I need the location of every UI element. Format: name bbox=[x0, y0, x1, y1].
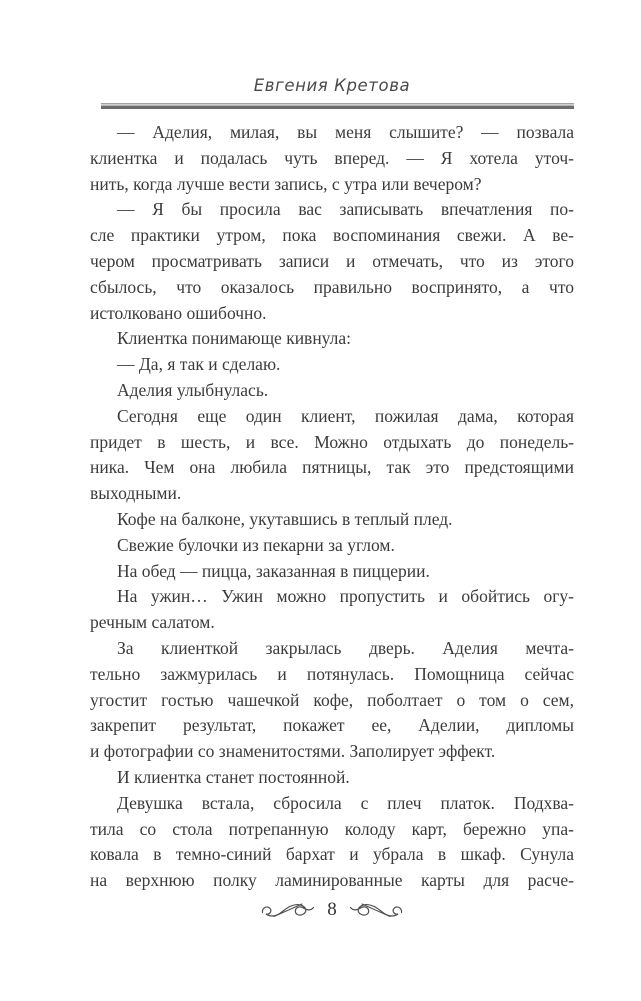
text-line: и фотографии со знаменитостями. Заполирует эффект. bbox=[90, 741, 496, 762]
text-line: закрепит результат, покажет ее, Аделии, дипломы bbox=[90, 715, 574, 736]
text-line: на верхнюю полку ламинированные карты для расче- bbox=[90, 870, 574, 891]
text-line: И клиентка станет постоянной. bbox=[117, 766, 350, 787]
text-line: Аделия улыбнулась. bbox=[117, 379, 269, 400]
text-line: нить, когда лучше вести запись, с утра или вечером? bbox=[90, 173, 482, 194]
footer-flourish-right-icon bbox=[349, 900, 403, 920]
header-divider-rule bbox=[101, 103, 574, 109]
page-body-text bbox=[90, 120, 574, 894]
text-line: Клиентка понимающе кивнула: bbox=[117, 328, 352, 349]
text-line: придет в шесть, и все. Можно отдыхать до понедель- bbox=[90, 431, 574, 452]
page-footer bbox=[90, 898, 574, 922]
text-line: клиентка и подалась чуть вперед. — Я хотела уточ- bbox=[90, 147, 574, 168]
text-line: чером просматривать записи и отмечать, что из этого bbox=[90, 250, 574, 271]
text-line: — Аделия, милая, вы меня слышите? — позвала bbox=[117, 122, 574, 142]
text-line: Девушка встала, сбросила с плеч платок. Подхва- bbox=[117, 792, 574, 813]
text-line: Свежие булочки из пекарни за углом. bbox=[117, 534, 395, 555]
page-number: 8 bbox=[327, 899, 337, 920]
text-line: тила со стола потрепанную колоду карт, бережно упа- bbox=[90, 818, 574, 839]
text-line: На ужин… Ужин можно пропустить и обойтись огу- bbox=[117, 586, 574, 607]
text-line: сбылось, что оказалось правильно воспринято, а что bbox=[90, 276, 574, 297]
footer-flourish-left-icon bbox=[261, 900, 315, 920]
text-line: На обед — пицца, заказанная в пиццерии. bbox=[117, 560, 430, 581]
text-line: Сегодня еще один клиент, пожилая дама, которая bbox=[117, 405, 574, 426]
text-line: истолковано ошибочно. bbox=[90, 302, 267, 323]
text-line: ника. Чем она любила пятницы, так это предстоящими bbox=[90, 457, 574, 478]
text-line: сле практики утром, пока воспоминания свежи. А ве- bbox=[90, 225, 574, 246]
text-line: — Я бы просила вас записывать впечатления по- bbox=[117, 199, 574, 220]
text-line: — Да, я так и сделаю. bbox=[117, 354, 281, 375]
text-line: За клиенткой закрылась дверь. Аделия мечта- bbox=[117, 637, 574, 658]
text-line: ковала в темно-синий бархат и убрала в шкаф. Сунула bbox=[90, 844, 574, 865]
running-header-author: Евгения Кретова bbox=[253, 76, 411, 95]
text-line: Кофе на балконе, укутавшись в теплый плед. bbox=[117, 508, 453, 529]
text-line: угостит гостью чашечкой кофе, поболтает о том о сем, bbox=[90, 689, 574, 710]
text-line: речным салатом. bbox=[90, 612, 215, 633]
text-line: тельно зажмурилась и потянулась. Помощница сейчас bbox=[90, 663, 574, 684]
text-line: выходными. bbox=[90, 483, 182, 504]
